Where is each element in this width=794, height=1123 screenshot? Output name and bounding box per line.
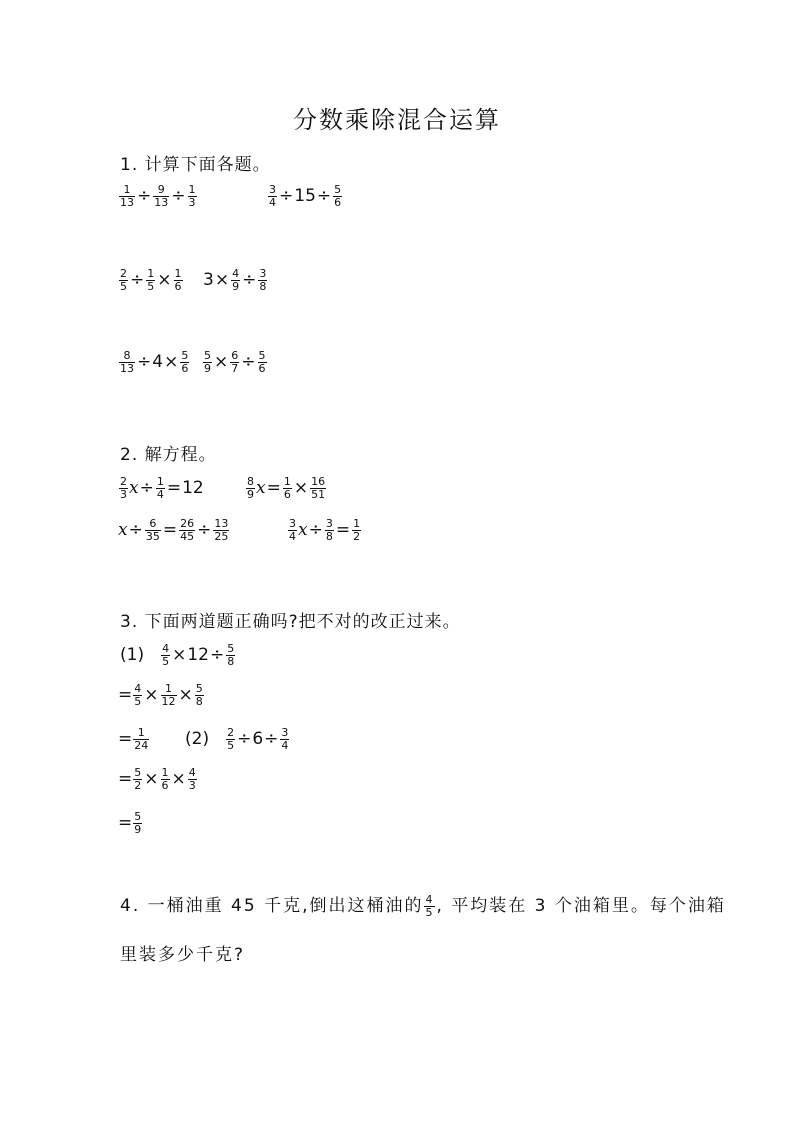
fraction: $\frac{3}{8}$ xyxy=(325,517,333,543)
fraction: $\frac{1}{6}$ xyxy=(174,267,182,293)
fraction: $\frac{1}{6}$ xyxy=(161,766,169,792)
fraction: $\frac{16}{51}$ xyxy=(311,475,326,501)
fraction: $\frac{5}{8}$ xyxy=(195,682,203,708)
section-3-heading: 3. 下面两道题正确吗?把不对的改正过来。 xyxy=(120,612,461,632)
fraction: $\frac{6}{7}$ xyxy=(231,349,239,375)
fraction: $\frac{4}{5}$ xyxy=(134,682,142,708)
section-1-heading: 1. 计算下面各题。 xyxy=(120,155,271,175)
item-label-2: (2) xyxy=(185,729,210,749)
section-2-heading: 2. 解方程。 xyxy=(120,445,217,465)
fraction: $\frac{5}{6}$ xyxy=(181,349,189,375)
fraction: $\frac{1}{3}$ xyxy=(188,183,196,209)
fraction: $\frac{1}{4}$ xyxy=(156,475,164,501)
fraction: $\frac{5}{9}$ xyxy=(204,349,211,375)
fraction: $\frac{2}{5}$ xyxy=(120,267,127,293)
check-2-result: = $\frac{5}{9}$ xyxy=(118,810,142,836)
variable-x: x xyxy=(256,478,266,498)
item-label-1: (1) xyxy=(120,645,145,665)
word-problem-line-2: 里装多少千克? xyxy=(120,945,246,965)
check-2-step-1: = $\frac{5}{2}$ × $\frac{1}{6}$ × $\frac{4}{3}$ xyxy=(118,766,196,792)
fraction: $\frac{5}{8}$ xyxy=(227,642,235,668)
fraction: $\frac{8}{13}$ xyxy=(120,349,134,375)
check-2-question: (2) $\frac{2}{5}$ ÷ 6 ÷ $\frac{3}{4}$ xyxy=(185,726,289,752)
fraction: $\frac{26}{45}$ xyxy=(180,517,195,543)
fraction: $\frac{5}{2}$ xyxy=(134,766,142,792)
fraction: $\frac{9}{13}$ xyxy=(154,183,169,209)
variable-x: x xyxy=(129,478,139,498)
fraction: $\frac{3}{4}$ xyxy=(281,726,289,752)
fraction: $\frac{4}{9}$ xyxy=(232,267,240,293)
fraction: $\frac{1}{24}$ xyxy=(134,726,149,752)
fraction: $\frac{5}{6}$ xyxy=(334,183,342,209)
word-problem-line-1: 4. 一桶油重 45 千克,倒出这桶油的 $\frac{4}{5}$ , 平均装在 3 个油箱里。每个油箱 xyxy=(120,893,726,919)
equation-2-3: x ÷ $\frac{6}{35}$ = $\frac{26}{45}$ ÷ $\frac{13}{25}$ xyxy=(118,517,229,543)
problem-1-4: 3 × $\frac{4}{9}$ ÷ $\frac{3}{8}$ xyxy=(203,267,267,293)
fraction: $\frac{1}{6}$ xyxy=(283,475,291,501)
fraction: $\frac{8}{9}$ xyxy=(247,475,254,501)
fraction: $\frac{3}{8}$ xyxy=(259,267,267,293)
fraction: $\frac{1}{12}$ xyxy=(161,682,176,708)
check-1-step-1: = $\frac{4}{5}$ × $\frac{1}{12}$ × $\frac{5}{8}$ xyxy=(118,682,203,708)
problem-1-1: $\frac{1}{13}$ ÷ $\frac{9}{13}$ ÷ $\frac{1}{3}$ xyxy=(120,183,196,209)
equation-2-2: $\frac{8}{9}$ x = $\frac{1}{6}$ × $\frac{16}{51}$ xyxy=(247,475,326,501)
fraction: $\frac{4}{5}$ xyxy=(425,893,435,919)
fraction: $\frac{3}{4}$ xyxy=(289,517,296,543)
fraction: $\frac{5}{6}$ xyxy=(258,349,266,375)
fraction: $\frac{4}{3}$ xyxy=(188,766,196,792)
fraction: $\frac{1}{13}$ xyxy=(120,183,134,209)
fraction: $\frac{6}{35}$ xyxy=(145,517,160,543)
check-1-question: (1) $\frac{4}{5}$ × 12 ÷ $\frac{5}{8}$ xyxy=(120,642,235,668)
problem-1-5: $\frac{8}{13}$ ÷ 4 × $\frac{5}{6}$ xyxy=(120,349,189,375)
problem-1-3: $\frac{2}{5}$ ÷ $\frac{1}{5}$ × $\frac{1}{6}$ xyxy=(120,267,182,293)
problem-1-2: $\frac{3}{4}$ ÷ 15 ÷ $\frac{5}{6}$ xyxy=(269,183,342,209)
fraction: $\frac{3}{4}$ xyxy=(269,183,276,209)
fraction: $\frac{1}{5}$ xyxy=(147,267,155,293)
fraction: $\frac{5}{9}$ xyxy=(134,810,142,836)
fraction: $\frac{4}{5}$ xyxy=(162,642,170,668)
fraction: $\frac{2}{3}$ xyxy=(120,475,127,501)
check-1-result: = $\frac{1}{24}$ xyxy=(118,726,149,752)
fraction: $\frac{1}{2}$ xyxy=(353,517,361,543)
equation-2-1: $\frac{2}{3}$ x ÷ $\frac{1}{4}$ = 12 xyxy=(120,475,204,501)
variable-x: x xyxy=(298,520,308,540)
equation-2-4: $\frac{3}{4}$ x ÷ $\frac{3}{8}$ = $\frac{1}{2}$ xyxy=(289,517,361,543)
variable-x: x xyxy=(118,520,128,540)
page-title: 分数乘除混合运算 xyxy=(293,106,501,134)
fraction: $\frac{13}{25}$ xyxy=(214,517,229,543)
fraction: $\frac{2}{5}$ xyxy=(227,726,235,752)
problem-1-6: $\frac{5}{9}$ × $\frac{6}{7}$ ÷ $\frac{5}{6}$ xyxy=(204,349,266,375)
